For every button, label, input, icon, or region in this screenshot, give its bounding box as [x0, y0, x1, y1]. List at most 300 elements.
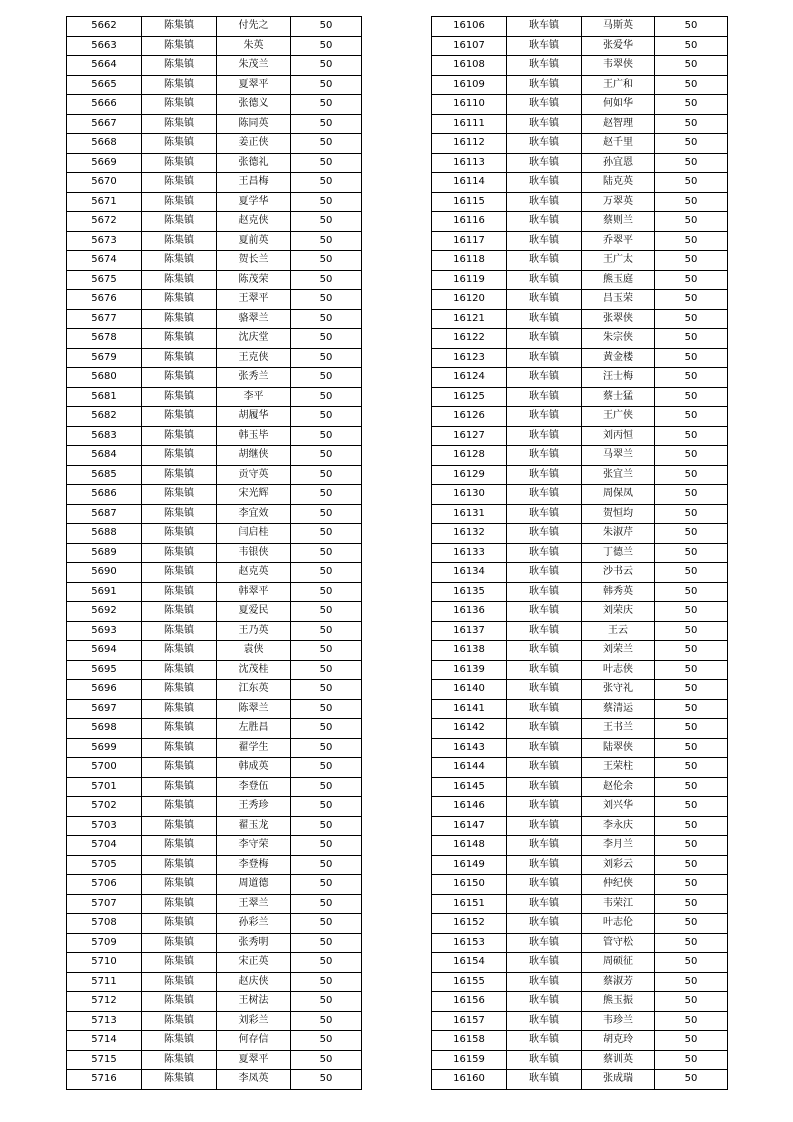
table-row: [67, 836, 362, 856]
town-cell: 陈集镇: [142, 719, 217, 739]
table-row: [67, 602, 362, 622]
amount-cell: 50: [655, 407, 728, 427]
person-name-cell: 刘荣兰: [582, 641, 655, 661]
town-cell: 陈集镇: [142, 329, 217, 349]
amount-cell: 50: [655, 680, 728, 700]
town-cell: 耿车镇: [507, 699, 582, 719]
amount-cell: 50: [655, 17, 728, 37]
amount-cell: 50: [291, 875, 362, 895]
town-cell: 耿车镇: [507, 426, 582, 446]
record-number-cell: 16154: [432, 953, 507, 973]
record-number-cell: 5689: [67, 543, 142, 563]
amount-cell: 50: [655, 251, 728, 271]
amount-cell: 50: [291, 1031, 362, 1051]
amount-cell: 50: [291, 1050, 362, 1070]
person-name-cell: 万翠英: [582, 192, 655, 212]
table-row: [432, 875, 728, 895]
person-name-cell: 王树法: [217, 992, 291, 1012]
person-name-cell: 韦荣江: [582, 894, 655, 914]
record-number-cell: 16134: [432, 563, 507, 583]
table-row: [432, 524, 728, 544]
record-number-cell: 16139: [432, 660, 507, 680]
town-cell: 耿车镇: [507, 17, 582, 37]
record-number-cell: 16114: [432, 173, 507, 193]
person-name-cell: 韩秀英: [582, 582, 655, 602]
amount-cell: 50: [291, 699, 362, 719]
amount-cell: 50: [655, 953, 728, 973]
town-cell: 陈集镇: [142, 1050, 217, 1070]
record-number-cell: 5693: [67, 621, 142, 641]
town-cell: 陈集镇: [142, 407, 217, 427]
town-cell: 耿车镇: [507, 992, 582, 1012]
table-row: [432, 777, 728, 797]
amount-cell: 50: [655, 914, 728, 934]
amount-cell: 50: [655, 972, 728, 992]
amount-cell: 50: [291, 387, 362, 407]
table-row: [67, 270, 362, 290]
amount-cell: 50: [291, 251, 362, 271]
person-name-cell: 胡履华: [217, 407, 291, 427]
record-number-cell: 16108: [432, 56, 507, 76]
table-row: [67, 348, 362, 368]
table-row: [432, 426, 728, 446]
town-cell: 耿车镇: [507, 855, 582, 875]
person-name-cell: 王云: [582, 621, 655, 641]
town-cell: 耿车镇: [507, 524, 582, 544]
amount-cell: 50: [291, 485, 362, 505]
amount-cell: 50: [291, 212, 362, 232]
person-name-cell: 李登伍: [217, 777, 291, 797]
record-number-cell: 5684: [67, 446, 142, 466]
person-name-cell: 陈茂荣: [217, 270, 291, 290]
record-number-cell: 16158: [432, 1031, 507, 1051]
town-cell: 耿车镇: [507, 660, 582, 680]
person-name-cell: 吕玉荣: [582, 290, 655, 310]
record-number-cell: 5669: [67, 153, 142, 173]
person-name-cell: 陆翠侠: [582, 738, 655, 758]
amount-cell: 50: [655, 816, 728, 836]
table-row: [432, 212, 728, 232]
person-name-cell: 韩翠平: [217, 582, 291, 602]
record-number-cell: 16115: [432, 192, 507, 212]
table-row: [432, 992, 728, 1012]
person-name-cell: 贺长兰: [217, 251, 291, 271]
amount-cell: 50: [655, 231, 728, 251]
record-number-cell: 5686: [67, 485, 142, 505]
table-row: [67, 309, 362, 329]
amount-cell: 50: [655, 524, 728, 544]
town-cell: 陈集镇: [142, 485, 217, 505]
town-cell: 陈集镇: [142, 894, 217, 914]
record-number-cell: 5671: [67, 192, 142, 212]
person-name-cell: 王广和: [582, 75, 655, 95]
person-name-cell: 张德礼: [217, 153, 291, 173]
amount-cell: 50: [291, 270, 362, 290]
table-row: [432, 641, 728, 661]
town-cell: 陈集镇: [142, 134, 217, 154]
table-row: [432, 543, 728, 563]
person-name-cell: 周硕征: [582, 953, 655, 973]
person-name-cell: 张翠侠: [582, 309, 655, 329]
town-cell: 陈集镇: [142, 270, 217, 290]
town-cell: 陈集镇: [142, 251, 217, 271]
table-row: [67, 192, 362, 212]
table-row: [432, 348, 728, 368]
amount-cell: 50: [291, 680, 362, 700]
person-name-cell: 刘彩兰: [217, 1011, 291, 1031]
record-number-cell: 16111: [432, 114, 507, 134]
town-cell: 陈集镇: [142, 153, 217, 173]
record-number-cell: 5668: [67, 134, 142, 154]
table-row: [432, 134, 728, 154]
town-cell: 耿车镇: [507, 543, 582, 563]
town-cell: 陈集镇: [142, 504, 217, 524]
amount-cell: 50: [655, 114, 728, 134]
amount-cell: 50: [291, 816, 362, 836]
amount-cell: 50: [291, 290, 362, 310]
town-cell: 耿车镇: [507, 797, 582, 817]
table-row: [432, 1050, 728, 1070]
table-row: [67, 290, 362, 310]
table-row: [67, 699, 362, 719]
person-name-cell: 宋光辉: [217, 485, 291, 505]
record-number-cell: 16132: [432, 524, 507, 544]
person-name-cell: 熊玉振: [582, 992, 655, 1012]
record-number-cell: 16159: [432, 1050, 507, 1070]
person-name-cell: 赵庆侠: [217, 972, 291, 992]
town-cell: 陈集镇: [142, 543, 217, 563]
record-number-cell: 5677: [67, 309, 142, 329]
amount-cell: 50: [291, 621, 362, 641]
amount-cell: 50: [291, 836, 362, 856]
record-number-cell: 5675: [67, 270, 142, 290]
record-number-cell: 16110: [432, 95, 507, 115]
record-number-cell: 5666: [67, 95, 142, 115]
amount-cell: 50: [655, 758, 728, 778]
table-row: [67, 1011, 362, 1031]
person-name-cell: 赵伦余: [582, 777, 655, 797]
record-number-cell: 5663: [67, 36, 142, 56]
town-cell: 陈集镇: [142, 582, 217, 602]
person-name-cell: 李月兰: [582, 836, 655, 856]
record-number-cell: 16116: [432, 212, 507, 232]
table-row: [67, 855, 362, 875]
town-cell: 耿车镇: [507, 1011, 582, 1031]
amount-cell: 50: [291, 231, 362, 251]
table-row: [432, 192, 728, 212]
town-cell: 陈集镇: [142, 56, 217, 76]
amount-cell: 50: [655, 1011, 728, 1031]
amount-cell: 50: [655, 95, 728, 115]
person-name-cell: 李平: [217, 387, 291, 407]
person-name-cell: 李登梅: [217, 855, 291, 875]
town-cell: 耿车镇: [507, 56, 582, 76]
amount-cell: 50: [655, 660, 728, 680]
person-name-cell: 张秀兰: [217, 368, 291, 388]
amount-cell: 50: [291, 173, 362, 193]
record-number-cell: 5703: [67, 816, 142, 836]
person-name-cell: 叶志侠: [582, 660, 655, 680]
town-cell: 陈集镇: [142, 680, 217, 700]
table-row: [67, 173, 362, 193]
table-row: [432, 816, 728, 836]
table-row: [67, 758, 362, 778]
amount-cell: 50: [291, 797, 362, 817]
town-cell: 陈集镇: [142, 17, 217, 37]
amount-cell: 50: [655, 1050, 728, 1070]
record-number-cell: 5681: [67, 387, 142, 407]
amount-cell: 50: [291, 719, 362, 739]
table-row: [67, 446, 362, 466]
table-row: [67, 543, 362, 563]
record-number-cell: 5709: [67, 933, 142, 953]
record-number-cell: 16151: [432, 894, 507, 914]
table-row: [67, 134, 362, 154]
table-row: [432, 485, 728, 505]
table-row: [67, 251, 362, 271]
town-cell: 陈集镇: [142, 933, 217, 953]
amount-cell: 50: [291, 738, 362, 758]
town-cell: 陈集镇: [142, 602, 217, 622]
record-number-cell: 5688: [67, 524, 142, 544]
table-row: [67, 933, 362, 953]
table-row: [432, 1070, 728, 1090]
table-row: [67, 231, 362, 251]
town-cell: 耿车镇: [507, 680, 582, 700]
person-name-cell: 何如华: [582, 95, 655, 115]
record-number-cell: 5694: [67, 641, 142, 661]
town-cell: 陈集镇: [142, 953, 217, 973]
town-cell: 耿车镇: [507, 329, 582, 349]
person-name-cell: 王昌梅: [217, 173, 291, 193]
record-number-cell: 16130: [432, 485, 507, 505]
town-cell: 耿车镇: [507, 368, 582, 388]
amount-cell: 50: [291, 563, 362, 583]
amount-cell: 50: [655, 738, 728, 758]
town-cell: 陈集镇: [142, 660, 217, 680]
record-number-cell: 5707: [67, 894, 142, 914]
town-cell: 耿车镇: [507, 251, 582, 271]
record-number-cell: 16147: [432, 816, 507, 836]
person-name-cell: 韩玉毕: [217, 426, 291, 446]
town-cell: 耿车镇: [507, 95, 582, 115]
town-cell: 陈集镇: [142, 36, 217, 56]
person-name-cell: 夏翠平: [217, 75, 291, 95]
person-name-cell: 闫启桂: [217, 524, 291, 544]
table-row: [432, 563, 728, 583]
amount-cell: 50: [291, 348, 362, 368]
table-row: [432, 933, 728, 953]
person-name-cell: 王翠兰: [217, 894, 291, 914]
person-name-cell: 沈庆堂: [217, 329, 291, 349]
table-row: [67, 680, 362, 700]
amount-cell: 50: [291, 602, 362, 622]
table-row: [67, 114, 362, 134]
table-row: [67, 1050, 362, 1070]
person-name-cell: 王广侠: [582, 407, 655, 427]
amount-cell: 50: [291, 465, 362, 485]
town-cell: 陈集镇: [142, 75, 217, 95]
town-cell: 耿车镇: [507, 134, 582, 154]
right-roster-table: [431, 16, 728, 1090]
right-roster-body: [432, 17, 728, 1090]
amount-cell: 50: [291, 1011, 362, 1031]
person-name-cell: 朱茂兰: [217, 56, 291, 76]
person-name-cell: 朱淑芹: [582, 524, 655, 544]
amount-cell: 50: [291, 543, 362, 563]
record-number-cell: 16122: [432, 329, 507, 349]
amount-cell: 50: [655, 894, 728, 914]
record-number-cell: 16109: [432, 75, 507, 95]
table-row: [67, 36, 362, 56]
table-row: [67, 212, 362, 232]
amount-cell: 50: [655, 719, 728, 739]
record-number-cell: 5667: [67, 114, 142, 134]
person-name-cell: 张宜兰: [582, 465, 655, 485]
table-row: [67, 894, 362, 914]
table-row: [67, 329, 362, 349]
person-name-cell: 陈同英: [217, 114, 291, 134]
town-cell: 陈集镇: [142, 914, 217, 934]
town-cell: 耿车镇: [507, 1050, 582, 1070]
amount-cell: 50: [291, 329, 362, 349]
town-cell: 耿车镇: [507, 212, 582, 232]
record-number-cell: 5691: [67, 582, 142, 602]
town-cell: 耿车镇: [507, 231, 582, 251]
town-cell: 陈集镇: [142, 192, 217, 212]
town-cell: 陈集镇: [142, 738, 217, 758]
person-name-cell: 周保凤: [582, 485, 655, 505]
table-row: [432, 446, 728, 466]
table-row: [432, 329, 728, 349]
town-cell: 耿车镇: [507, 758, 582, 778]
amount-cell: 50: [291, 153, 362, 173]
record-number-cell: 16156: [432, 992, 507, 1012]
record-number-cell: 16148: [432, 836, 507, 856]
person-name-cell: 骆翠兰: [217, 309, 291, 329]
record-number-cell: 16144: [432, 758, 507, 778]
table-row: [432, 465, 728, 485]
amount-cell: 50: [655, 602, 728, 622]
table-row: [432, 309, 728, 329]
town-cell: 耿车镇: [507, 153, 582, 173]
table-row: [432, 1011, 728, 1031]
table-row: [67, 75, 362, 95]
record-number-cell: 16137: [432, 621, 507, 641]
amount-cell: 50: [291, 524, 362, 544]
person-name-cell: 赵智理: [582, 114, 655, 134]
record-number-cell: 5695: [67, 660, 142, 680]
person-name-cell: 付先之: [217, 17, 291, 37]
amount-cell: 50: [655, 36, 728, 56]
table-row: [67, 426, 362, 446]
table-row: [67, 387, 362, 407]
person-name-cell: 贺恒均: [582, 504, 655, 524]
table-row: [432, 95, 728, 115]
person-name-cell: 胡继侠: [217, 446, 291, 466]
amount-cell: 50: [655, 992, 728, 1012]
amount-cell: 50: [291, 914, 362, 934]
table-row: [67, 368, 362, 388]
person-name-cell: 李宜效: [217, 504, 291, 524]
table-row: [67, 56, 362, 76]
amount-cell: 50: [291, 855, 362, 875]
table-row: [432, 660, 728, 680]
person-name-cell: 刘荣庆: [582, 602, 655, 622]
record-number-cell: 16125: [432, 387, 507, 407]
record-number-cell: 16126: [432, 407, 507, 427]
town-cell: 陈集镇: [142, 212, 217, 232]
town-cell: 陈集镇: [142, 114, 217, 134]
person-name-cell: 仲纪侠: [582, 875, 655, 895]
record-number-cell: 16133: [432, 543, 507, 563]
record-number-cell: 5700: [67, 758, 142, 778]
table-row: [432, 114, 728, 134]
table-row: [67, 777, 362, 797]
person-name-cell: 夏翠平: [217, 1050, 291, 1070]
person-name-cell: 熊玉庭: [582, 270, 655, 290]
record-number-cell: 5680: [67, 368, 142, 388]
town-cell: 陈集镇: [142, 816, 217, 836]
town-cell: 耿车镇: [507, 270, 582, 290]
person-name-cell: 贡守英: [217, 465, 291, 485]
amount-cell: 50: [291, 504, 362, 524]
amount-cell: 50: [655, 875, 728, 895]
amount-cell: 50: [655, 309, 728, 329]
town-cell: 耿车镇: [507, 621, 582, 641]
record-number-cell: 5708: [67, 914, 142, 934]
town-cell: 陈集镇: [142, 699, 217, 719]
amount-cell: 50: [655, 75, 728, 95]
town-cell: 陈集镇: [142, 231, 217, 251]
amount-cell: 50: [655, 855, 728, 875]
amount-cell: 50: [655, 504, 728, 524]
person-name-cell: 王秀珍: [217, 797, 291, 817]
town-cell: 耿车镇: [507, 563, 582, 583]
record-number-cell: 5690: [67, 563, 142, 583]
amount-cell: 50: [291, 192, 362, 212]
record-number-cell: 5676: [67, 290, 142, 310]
table-row: [432, 36, 728, 56]
amount-cell: 50: [291, 933, 362, 953]
record-number-cell: 16106: [432, 17, 507, 37]
table-row: [432, 251, 728, 271]
amount-cell: 50: [291, 972, 362, 992]
record-number-cell: 5699: [67, 738, 142, 758]
town-cell: 陈集镇: [142, 309, 217, 329]
town-cell: 耿车镇: [507, 1070, 582, 1090]
amount-cell: 50: [655, 290, 728, 310]
person-name-cell: 马斯英: [582, 17, 655, 37]
person-name-cell: 江东英: [217, 680, 291, 700]
person-name-cell: 王广太: [582, 251, 655, 271]
record-number-cell: 16121: [432, 309, 507, 329]
table-row: [67, 875, 362, 895]
person-name-cell: 蔡淑芳: [582, 972, 655, 992]
table-row: [67, 992, 362, 1012]
person-name-cell: 刘彩云: [582, 855, 655, 875]
person-name-cell: 叶志伦: [582, 914, 655, 934]
record-number-cell: 5662: [67, 17, 142, 37]
town-cell: 陈集镇: [142, 446, 217, 466]
amount-cell: 50: [291, 95, 362, 115]
table-row: [67, 465, 362, 485]
person-name-cell: 丁德兰: [582, 543, 655, 563]
record-number-cell: 5702: [67, 797, 142, 817]
record-number-cell: 5697: [67, 699, 142, 719]
amount-cell: 50: [291, 134, 362, 154]
amount-cell: 50: [291, 426, 362, 446]
